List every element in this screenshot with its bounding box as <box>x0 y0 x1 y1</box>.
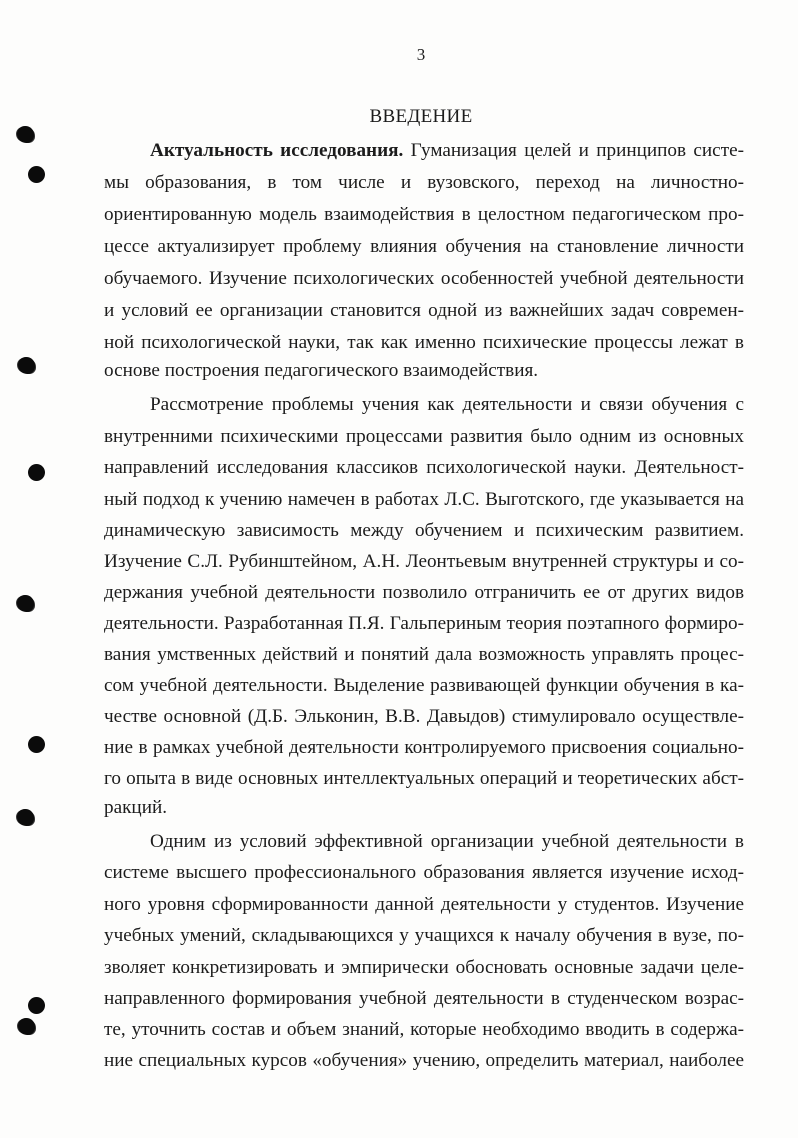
paragraph-2-line: ный подход к учению намечен в работах Л.С. Выготского, где указывается на <box>104 489 744 510</box>
paragraph-3-line: ние специальных курсов «обучения» учению, определить материал, наиболее <box>104 1050 744 1071</box>
lead-phrase: Актуальность исследования. <box>150 140 404 161</box>
binder-hole-icon <box>28 464 45 481</box>
binder-hole-icon <box>17 809 34 826</box>
binder-hole-icon <box>18 1018 35 1035</box>
paragraph-2-line: Изучение С.Л. Рубинштейном, А.Н. Леонтьевым внутренней структуры и со- <box>104 551 744 572</box>
paragraph-1-line: обучаемого. Изучение психологических особенностей учебной деятельности <box>104 268 744 289</box>
paragraph-1-line: ной психологической науки, так как именно психические процессы лежат в <box>104 332 744 353</box>
paragraph-2-line: держания учебной деятельности позволило отграничить ее от других видов <box>104 582 744 603</box>
binder-hole-icon <box>28 166 45 183</box>
paragraph-2-line: вания умственных действий и понятий дала возможность управлять процес- <box>104 644 744 665</box>
paragraph-1-line: цессе актуализирует проблему влияния обучения на становление личности <box>104 236 744 257</box>
paragraph-1-line: основе построения педагогического взаимодействия. <box>104 360 539 381</box>
paragraph-2-line: направлений исследования классиков психологической науки. Деятельност- <box>104 457 744 478</box>
paragraph-1-line: и условий ее организации становится одной из важнейших задач современ- <box>104 300 744 321</box>
paragraph-3-line: ного уровня сформированности данной деятельности у студентов. Изучение <box>104 894 744 915</box>
section-heading: ВВЕДЕНИЕ <box>369 106 473 127</box>
binder-hole-icon <box>18 357 35 374</box>
paragraph-2-line: динамическую зависимость между обучением и психическим развитием. <box>104 520 744 541</box>
paragraph-1-line-1: Актуальность исследования. Гуманизация целей и принципов систе- <box>150 140 744 161</box>
paragraph-3-line: системе высшего профессионального образования является изучение исход- <box>104 862 744 883</box>
paragraph-3-line: учебных умений, складывающихся у учащихся к началу обучения в вузе, по- <box>104 925 744 946</box>
binder-hole-icon <box>17 126 34 143</box>
paragraph-2-line: сом учебной деятельности. Выделение развивающей функции обучения в ка- <box>104 675 744 696</box>
paragraph-2-line: внутренними психическими процессами развития было одним из основных <box>104 426 744 447</box>
paragraph-1-line: мы образования, в том числе и вузовского, переход на личностно- <box>104 172 744 193</box>
paragraph-2-line: ние в рамках учебной деятельности контролируемого присвоения социально- <box>104 737 744 758</box>
paragraph-2-line: деятельности. Разработанная П.Я. Гальпериным теория поэтапного формиро- <box>104 613 744 634</box>
paragraph-1-line: ориентированную модель взаимодействия в целостном педагогическом про- <box>104 204 744 225</box>
paragraph-2-line: Рассмотрение проблемы учения как деятельности и связи обучения с <box>150 394 744 415</box>
paragraph-3-line: Одним из условий эффективной организации учебной деятельности в <box>150 831 744 852</box>
page-number: 3 <box>416 45 426 64</box>
paragraph-2-line: го опыта в виде основных интеллектуальных операций и теоретических абст- <box>104 768 744 789</box>
paragraph-3-line: зволяет конкретизировать и эмпирически обосновать основные задачи целе- <box>104 957 744 978</box>
paragraph-3-line: направленного формирования учебной деятельности в студенческом возрас- <box>104 988 744 1009</box>
binder-hole-icon <box>28 736 45 753</box>
paragraph-2-line: честве основной (Д.Б. Эльконин, В.В. Давыдов) стимулировало осуществле- <box>104 706 744 727</box>
paragraph-3-line: те, уточнить состав и объем знаний, которые необходимо вводить в содержа- <box>104 1019 744 1040</box>
paragraph-2-line: ракций. <box>104 797 168 818</box>
binder-hole-icon <box>17 595 34 612</box>
binder-hole-icon <box>28 997 45 1014</box>
